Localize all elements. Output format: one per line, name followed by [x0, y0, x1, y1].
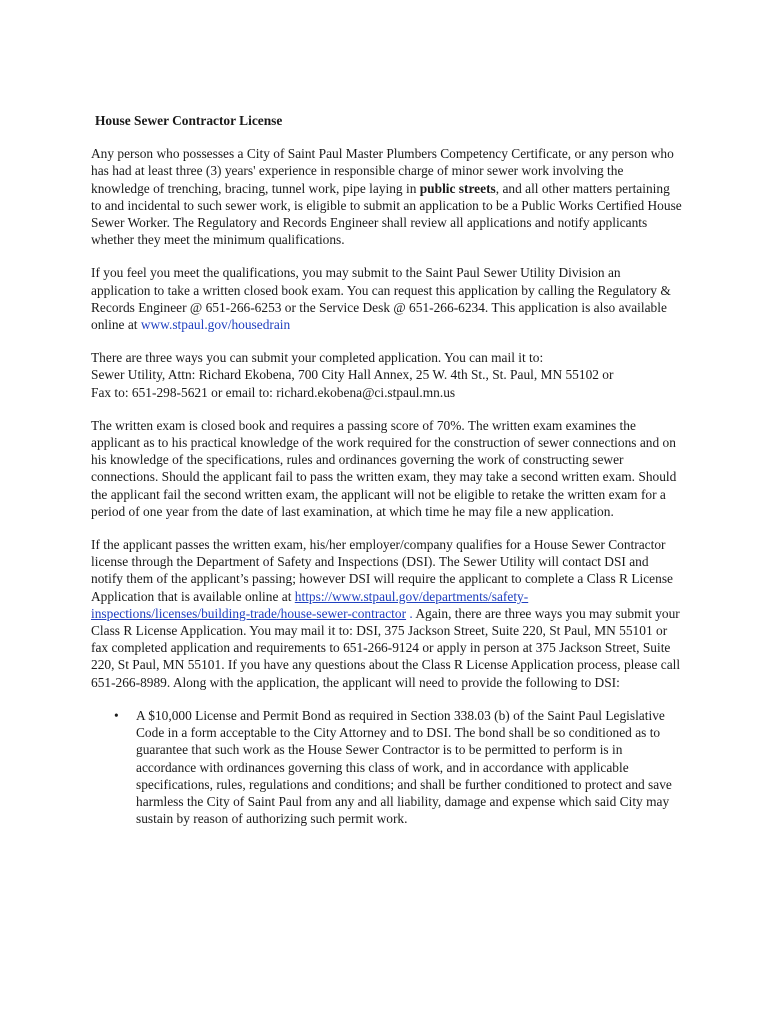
bullet-icon: • — [114, 707, 119, 723]
paragraph-dsi-license — [91, 536, 683, 691]
submit-ways-line-3: Fax to: 651-298-5621 or email to: richard.ekobena@ci.stpaul.mn.us — [91, 384, 456, 400]
eligibility-text: Any person who possesses a City of Saint Paul Master Plumbers Competency Certificate, or any person who has had at least three (3) years' experience in responsible charge of minor sewer work involving the knowledge of trenching, bracing, tunnel work, pipe laying in — [91, 146, 674, 196]
housedrain-link[interactable]: www.stpaul.gov/housedrain — [140, 317, 291, 333]
submit-ways-line-2: Sewer Utility, Attn: Richard Ekobena, 700 City Hall Annex, 25 W. 4th St., St. Paul, MN 55102 or — [91, 367, 614, 383]
dsi-license-text-continued: Again, there are three ways you may submit your Class R License Application. You may mail it to: DSI, 375 Jackson Street, Suite 220, St Paul, MN 55101 or fax completed application and requirements to 651-266-9124 or apply in person at 375 Jackson Street, Suite 220, St Paul, MN 55101. If you have any questions about the Class R License Application process, please call 651-266-8989. Along with the application, the applicant will need to provide the following to DSI: — [91, 605, 681, 690]
eligibility-bold-text: public streets — [419, 180, 496, 196]
list-item — [114, 707, 683, 827]
paragraph-exam-application — [91, 264, 683, 333]
dsi-license-link[interactable]: https://www.stpaul.gov/departments/safety-inspections/licenses/building-trade/house-sewer-contractor — [91, 588, 529, 621]
submit-ways-line-1: There are three ways you can submit your completed application. You can mail it to: — [91, 350, 544, 366]
document-page — [91, 112, 683, 827]
paragraph-eligibility — [91, 145, 683, 248]
eligibility-text-continued: , and all other matters pertaining to and incidental to such sewer work, is eligible to submit an application to be a Public Works Certified House Sewer Worker. The Regulatory and Records Engineer shall review all applications and notify applicants whether they meet the minimum qualifications. — [91, 180, 682, 248]
paragraph-written-exam: The written exam is closed book and requires a passing score of 70%. The written exam examines the applicant as to his practical knowledge of the work required for the construction of sewer connections and on his knowledge of the specifications, rules and ordinances governing the work of constructing sewer connections. Should the applicant fail to pass the written exam, they may take a second written exam. Should the applicant fail the second written exam, the applicant will not be eligible to retake the written exam for a period of one year from the date of last examination, at which time he may file a new application. — [91, 417, 677, 519]
list-item-text: A $10,000 License and Permit Bond as required in Section 338.03 (b) of the Saint Paul Legislative Code in a form acceptable to the City Attorney and to DSI. The bond shall be so conditioned as to guarantee that such work as the House Sewer Contractor is to be permitted to perform is in accordance with ordinances governing this class of work, and in accordance with applicable specifications, rules, regulations and conditions; and shall be further conditioned to protect and save harmless the City of Saint Paul from any and all liability, damage and expense which said City may sustain by reason of authorizing such permit work. — [136, 707, 672, 827]
requirements-list — [91, 707, 683, 827]
dsi-link-suffix: . — [406, 605, 413, 621]
dsi-license-text: If the applicant passes the written exam, his/her employer/company qualifies for a House Sewer Contractor license through the Department of Safety and Inspections (DSI). The Sewer Utility will contact DSI and notify them of the applicant’s passing; however DSI will require the applicant to complete a Class R License Application that is available online at — [91, 537, 673, 604]
exam-application-text: If you feel you meet the qualifications, you may submit to the Saint Paul Sewer Utility Division an application to take a written closed book exam. You can request this application by calling the Regulatory & Records Engineer @ 651-266-6253 or the Service Desk @ 651-266-6234. This application is also available online at — [91, 265, 671, 333]
paragraph-submit-ways — [91, 349, 683, 401]
document-title: House Sewer Contractor License — [95, 113, 283, 128]
